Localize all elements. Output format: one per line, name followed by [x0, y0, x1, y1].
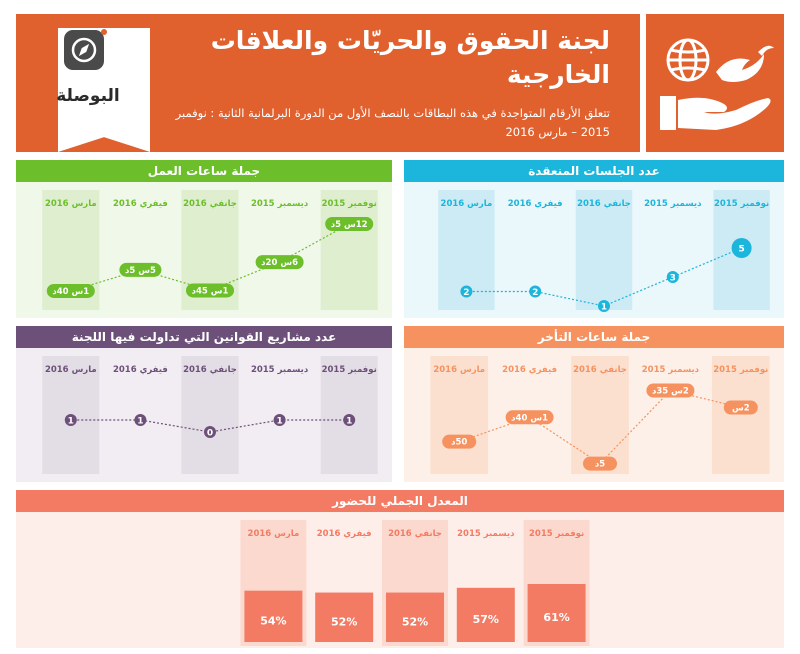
- data-label: 50د: [451, 437, 468, 448]
- dove-icon: [716, 46, 774, 82]
- page-subtitle: تتعلق الأرقام المتواجدة في هذه البطاقات بالنصف الأول من الدورة البرلمانية الثانية : نوفمبر 2015 – مارس 2016: [175, 106, 610, 139]
- data-label: 1س 45د: [191, 286, 229, 297]
- data-label: 3: [669, 273, 676, 284]
- tick-label: مارس 2016: [44, 365, 97, 375]
- emblem-box: [646, 14, 784, 152]
- data-label: 1: [276, 416, 283, 427]
- panel-delay-hours: [404, 326, 784, 482]
- panel-header: [16, 160, 392, 182]
- bills-chart: [16, 348, 392, 482]
- data-label: 1س 40د: [511, 413, 549, 424]
- tick-label: نوفمبر 2015: [713, 365, 769, 375]
- tick-label: جانفي 2016: [573, 365, 627, 375]
- chart-body: [16, 512, 784, 648]
- panel-sessions: [404, 160, 784, 318]
- tick-label: فيفري 2016: [507, 199, 563, 209]
- data-label: 1س 40د: [52, 286, 90, 297]
- data-label: 0: [206, 428, 214, 439]
- compass-icon: [58, 28, 118, 78]
- panel-header: [16, 326, 392, 348]
- data-label: 2س: [731, 403, 750, 414]
- tick-label: فيفري 2016: [502, 365, 558, 375]
- emblem-graphic: [646, 14, 784, 152]
- panel-header: [16, 490, 784, 512]
- work-hours-chart: [16, 182, 392, 318]
- page-title: لجنة الحقوق والحريّات والعلاقات الخارجية: [210, 26, 610, 89]
- chart-body: [404, 348, 784, 482]
- data-label: 5د: [594, 459, 606, 470]
- globe-icon: [668, 40, 708, 80]
- data-label: 61%: [543, 611, 570, 624]
- tick-label: ديسمبر 2015: [250, 199, 309, 209]
- data-label: 1: [137, 416, 144, 427]
- panel-header: [404, 326, 784, 348]
- data-label: 54%: [260, 614, 287, 628]
- panel-header: [404, 160, 784, 182]
- tick-label: ديسمبر 2015: [644, 199, 702, 209]
- panel-bills: [16, 326, 392, 482]
- data-label: 12س 5د: [330, 220, 368, 230]
- panel-attendance: [16, 490, 784, 648]
- tick-label: مارس 2016: [440, 199, 493, 209]
- data-label: 2س 35د: [651, 386, 689, 397]
- data-label: 57%: [472, 612, 499, 626]
- hand-icon: [660, 96, 771, 130]
- panel-title: عدد مشاريع القوانين التي تداولت فيها اللجنة: [71, 330, 337, 344]
- tick-label: فيفري 2016: [112, 199, 168, 209]
- tick-label: جانفي 2016: [577, 199, 631, 209]
- data-label: 2: [532, 288, 539, 298]
- data-label: 5: [738, 244, 745, 255]
- tick-label: جانفي 2016: [183, 199, 237, 209]
- panel-title: عدد الجلسات المنعقدة: [528, 164, 660, 178]
- data-label: 5س 5د: [124, 265, 156, 276]
- chart-body: [404, 182, 784, 318]
- chart-body: [16, 348, 392, 482]
- data-label: 6س 20د: [261, 258, 299, 269]
- panel-title: جملة ساعات التأخر: [537, 330, 651, 344]
- tick-label: جانفي 2016: [388, 529, 442, 539]
- tick-label: نوفمبر 2015: [714, 199, 770, 209]
- tick-label: مارس 2016: [433, 365, 486, 375]
- tick-label: فيفري 2016: [316, 529, 372, 539]
- delay-hours-chart: [404, 348, 784, 482]
- tick-label: ديسمبر 2015: [250, 365, 309, 375]
- panel-title: المعدل الجملي للحضور: [332, 494, 468, 508]
- panel-work-hours: [16, 160, 392, 318]
- tick-label: ديسمبر 2015: [457, 529, 515, 539]
- tick-label: جانفي 2016: [183, 365, 237, 375]
- chart-body: [16, 182, 392, 318]
- data-label: 52%: [401, 615, 429, 629]
- logo-text: البوصلة: [56, 86, 120, 106]
- data-label: 52%: [331, 615, 358, 629]
- data-label: 1: [600, 302, 608, 313]
- tick-label: نوفمبر 2015: [321, 365, 377, 375]
- tick-label: مارس 2016: [44, 199, 97, 209]
- data-label: 2: [463, 288, 470, 298]
- data-label: 1: [346, 416, 353, 427]
- tick-label: فيفري 2016: [112, 365, 168, 375]
- sessions-chart: [404, 182, 784, 318]
- tick-label: نوفمبر 2015: [321, 199, 377, 209]
- panel-title: جملة ساعات العمل: [147, 164, 261, 178]
- attendance-chart: [16, 512, 784, 648]
- tick-label: ديسمبر 2015: [641, 365, 700, 375]
- data-label: 1: [67, 416, 74, 427]
- tick-label: مارس 2016: [247, 529, 300, 539]
- tick-label: نوفمبر 2015: [529, 529, 585, 539]
